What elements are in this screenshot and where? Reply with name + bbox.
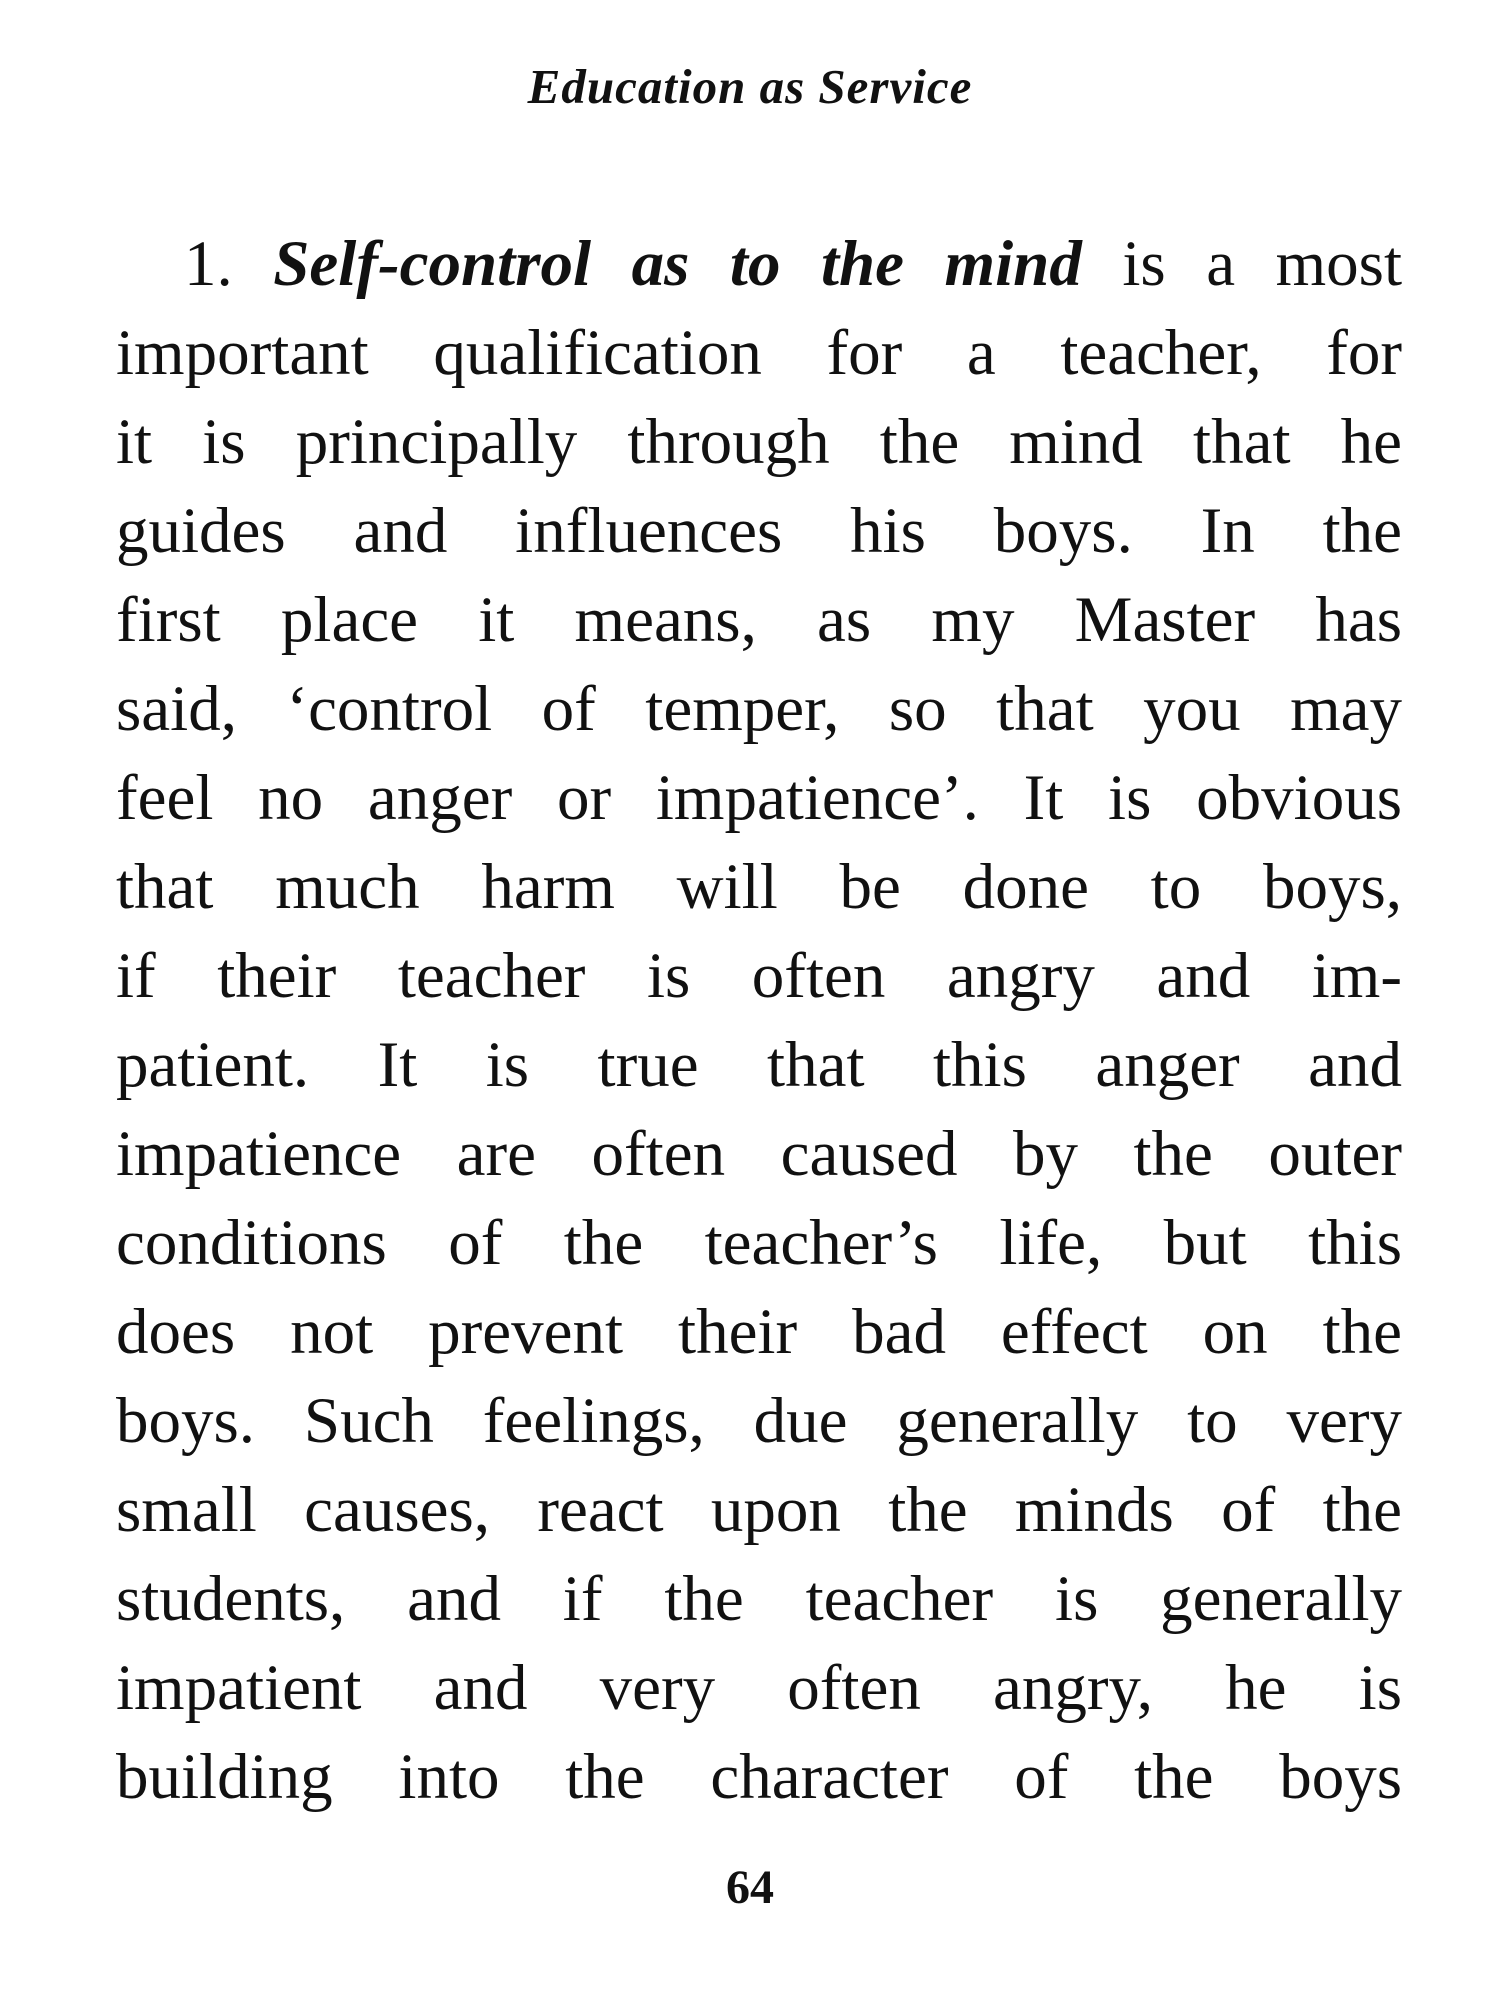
text-line-12: does not prevent their bad effect on the (116, 1296, 1402, 1368)
text-line-13: boys. Such feelings, due generally to very (116, 1385, 1402, 1457)
lead-phrase: Self-control as to the mind (273, 228, 1082, 300)
text-line-4: first place it means, as my Master has (116, 584, 1402, 656)
text-line-14: small causes, react upon the minds of the (116, 1474, 1402, 1546)
running-head: Education as Service (527, 59, 973, 114)
text-line-8: if their teacher is often angry and im- (116, 940, 1402, 1012)
text-line-16: impatient and very often angry, he is (116, 1652, 1402, 1724)
text-line-7: that much harm will be done to boys, (116, 851, 1402, 923)
text-line-10: impatience are often caused by the outer (116, 1118, 1402, 1190)
text-line-15: students, and if the teacher is generally (116, 1563, 1402, 1635)
text-line-2: it is principally through the mind that he (116, 406, 1402, 478)
text-line-3: guides and influences his boys. In the (116, 495, 1402, 567)
body-paragraph (116, 220, 1402, 1822)
text-line-11: conditions of the teacher’s life, but this (116, 1207, 1402, 1279)
text-line-5: said, ‘control of temper, so that you may (116, 673, 1402, 745)
text-line-1: important qualification for a teacher, for (116, 317, 1402, 389)
text-line-17: building into the character of the boys (116, 1741, 1402, 1813)
text-line-9: patient. It is true that this anger and (116, 1029, 1402, 1101)
text-line-6: feel no anger or impatience’. It is obvious (116, 762, 1402, 834)
paragraph-number: 1. (184, 228, 233, 300)
paragraph-first-line (116, 220, 1402, 309)
page-number: 64 (726, 1861, 774, 1914)
first-line-rest: is a most (1122, 228, 1403, 300)
